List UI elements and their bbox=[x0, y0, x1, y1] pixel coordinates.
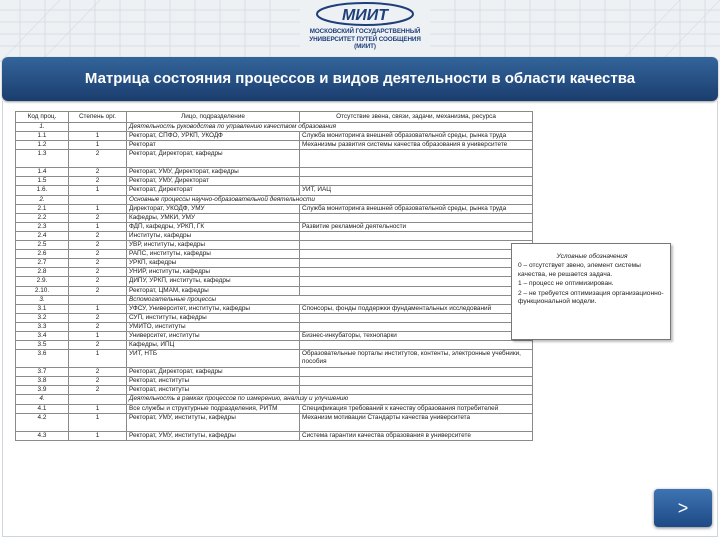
cell-person: Ректорат, УМУ, институты, кафедры bbox=[127, 413, 300, 431]
table-row bbox=[16, 313, 533, 322]
table-row bbox=[16, 304, 533, 313]
cell-level bbox=[69, 195, 127, 204]
cell-level: 2 bbox=[69, 268, 127, 277]
cell-person: Ректорат, Директорат, кафедры bbox=[127, 368, 300, 377]
cell-level: 1 bbox=[69, 413, 127, 431]
cell-level: 1 bbox=[69, 331, 127, 340]
cell-code: 2.1 bbox=[16, 204, 69, 213]
table-row bbox=[16, 177, 533, 186]
table-row bbox=[16, 341, 533, 350]
table-row bbox=[16, 277, 533, 286]
cell-person: Кафедры, УМКИ, УМУ bbox=[127, 213, 300, 222]
table-row bbox=[16, 322, 533, 331]
cell-code: 3.5 bbox=[16, 341, 69, 350]
cell-code: 1.6. bbox=[16, 186, 69, 195]
table-header-row bbox=[16, 112, 533, 123]
header-issue: Отсутствие звена, связи, задачи, механизма, ресурса bbox=[300, 112, 533, 123]
cell-issue: Спецификация требований к качеству образования потребителей bbox=[300, 404, 533, 413]
cell-person: Ректорат, УМУ, институты, кафедры bbox=[127, 431, 300, 440]
header-person: Лицо, подразделение bbox=[127, 112, 300, 123]
cell-code: 2.9. bbox=[16, 277, 69, 286]
logo-caption bbox=[305, 28, 425, 51]
cell-level: 2 bbox=[69, 386, 127, 395]
cell-level: 1 bbox=[69, 141, 127, 150]
cell-issue bbox=[300, 150, 533, 168]
cell-code: 3.4 bbox=[16, 331, 69, 340]
cell-level: 1 bbox=[69, 204, 127, 213]
cell-person: Деятельность в рамках процессов по измерению, анализу и улучшению bbox=[127, 395, 533, 404]
table-body bbox=[16, 123, 533, 441]
cell-issue bbox=[300, 231, 533, 240]
cell-issue bbox=[300, 241, 533, 250]
cell-issue bbox=[300, 177, 533, 186]
cell-issue bbox=[300, 341, 533, 350]
table-row bbox=[16, 431, 533, 440]
table-row bbox=[16, 350, 533, 368]
table-row bbox=[16, 386, 533, 395]
cell-person: ДИПУ, УРКП, институты, кафедры bbox=[127, 277, 300, 286]
cell-level: 2 bbox=[69, 377, 127, 386]
cell-code: 3.1 bbox=[16, 304, 69, 313]
cell-level: 1 bbox=[69, 431, 127, 440]
cell-code: 1.5 bbox=[16, 177, 69, 186]
process-matrix-table bbox=[15, 111, 533, 441]
next-slide-button[interactable]: > bbox=[654, 489, 712, 527]
cell-code: 4.2 bbox=[16, 413, 69, 431]
cell-level: 1 bbox=[69, 350, 127, 368]
table-row bbox=[16, 268, 533, 277]
cell-person: Все службы и структурные подразделения, РИТМ bbox=[127, 404, 300, 413]
logo-mark bbox=[315, 2, 415, 26]
table-row bbox=[16, 213, 533, 222]
table-row bbox=[16, 377, 533, 386]
cell-code: 2.5 bbox=[16, 241, 69, 250]
cell-issue bbox=[300, 313, 533, 322]
cell-level: 1 bbox=[69, 304, 127, 313]
cell-level: 1 bbox=[69, 186, 127, 195]
cell-code: 2.4 bbox=[16, 231, 69, 240]
cell-person: Университет, институты bbox=[127, 331, 300, 340]
table-row bbox=[16, 404, 533, 413]
cell-issue bbox=[300, 168, 533, 177]
header-level: Степень орг. bbox=[69, 112, 127, 123]
cell-code: 3.7 bbox=[16, 368, 69, 377]
table-row bbox=[16, 241, 533, 250]
cell-code: 1.3 bbox=[16, 150, 69, 168]
cell-issue bbox=[300, 368, 533, 377]
section-row bbox=[16, 123, 533, 132]
svg-text:МИИТ: МИИТ bbox=[341, 7, 389, 24]
cell-person: РАПС, институты, кафедры bbox=[127, 250, 300, 259]
cell-code: 4.3 bbox=[16, 431, 69, 440]
cell-issue: Спонсоры, фонды поддержки фундаментальных исследований bbox=[300, 304, 533, 313]
cell-level: 1 bbox=[69, 404, 127, 413]
legend-item: 0 – отсутствует звено, элемент системы качества, не решается задача. bbox=[518, 262, 641, 278]
cell-person: УИТ, НТБ bbox=[127, 350, 300, 368]
cell-issue: Служба мониторинга внешней образовательной среды, рынка труда bbox=[300, 204, 533, 213]
cell-issue bbox=[300, 268, 533, 277]
cell-code: 1.4 bbox=[16, 168, 69, 177]
cell-person: СУП, институты, кафедры bbox=[127, 313, 300, 322]
header-code: Код проц. bbox=[16, 112, 69, 123]
cell-person: Ректорат, ЦМАМ, кафедры bbox=[127, 286, 300, 295]
cell-person: УНИР, институты, кафедры bbox=[127, 268, 300, 277]
table-row bbox=[16, 222, 533, 231]
cell-issue: Служба мониторинга внешней образовательной среды, рынка труда bbox=[300, 132, 533, 141]
table-row bbox=[16, 231, 533, 240]
cell-issue: Бизнес-инкубаторы, технопарки bbox=[300, 331, 533, 340]
cell-code: 3.3 bbox=[16, 322, 69, 331]
cell-person: УРКП, кафедры bbox=[127, 259, 300, 268]
cell-person: УВР, институты, кафедры bbox=[127, 241, 300, 250]
cell-issue: Механизм мотивации Стандарты качества университета bbox=[300, 413, 533, 431]
page-title: Матрица состояния процессов и видов деятельности в области качества bbox=[84, 70, 636, 87]
table-row bbox=[16, 368, 533, 377]
cell-issue bbox=[300, 213, 533, 222]
cell-person: Ректорат, Директорат, кафедры bbox=[127, 150, 300, 168]
cell-level: 2 bbox=[69, 177, 127, 186]
cell-issue bbox=[300, 322, 533, 331]
cell-person: Кафедры, ИПЦ bbox=[127, 341, 300, 350]
cell-level: 2 bbox=[69, 231, 127, 240]
table-row bbox=[16, 168, 533, 177]
cell-level: 2 bbox=[69, 277, 127, 286]
cell-issue: Механизмы развития системы качества образования в университете bbox=[300, 141, 533, 150]
cell-person: Ректорат, УМУ, Директорат bbox=[127, 177, 300, 186]
cell-person: Вспомогательные процессы bbox=[127, 295, 533, 304]
cell-person: УМИТО, институты bbox=[127, 322, 300, 331]
cell-person: ФДП, кафедры, УРКП, ГК bbox=[127, 222, 300, 231]
cell-code: 2.2 bbox=[16, 213, 69, 222]
legend-box bbox=[511, 243, 671, 340]
section-row bbox=[16, 195, 533, 204]
legend-item: 2 – не требуется оптимизация организационно-функциональной модели. bbox=[518, 289, 664, 306]
cell-person: УФСУ, Университет, институты, кафедры bbox=[127, 304, 300, 313]
cell-level: 2 bbox=[69, 341, 127, 350]
title-bar bbox=[2, 57, 718, 101]
cell-person: Институты, кафедры bbox=[127, 231, 300, 240]
cell-person: Основные процессы научно-образовательной деятельности bbox=[127, 195, 533, 204]
cell-level bbox=[69, 295, 127, 304]
cell-level: 2 bbox=[69, 250, 127, 259]
table-row bbox=[16, 259, 533, 268]
cell-person: Ректорат, СПФО, УРКП, УКОДФ bbox=[127, 132, 300, 141]
cell-issue bbox=[300, 259, 533, 268]
cell-level: 2 bbox=[69, 241, 127, 250]
cell-code: 2.8 bbox=[16, 268, 69, 277]
cell-level: 2 bbox=[69, 313, 127, 322]
cell-level bbox=[69, 123, 127, 132]
logo-line: (МИИТ) bbox=[354, 43, 376, 51]
legend-item: 1 – процесс не оптимизирован. bbox=[518, 280, 614, 288]
cell-code: 2.7 bbox=[16, 259, 69, 268]
cell-level: 2 bbox=[69, 213, 127, 222]
table-row bbox=[16, 150, 533, 168]
logo-line: МОСКОВСКИЙ ГОСУДАРСТВЕННЫЙ bbox=[309, 28, 421, 35]
cell-person: Ректорат, Директорат bbox=[127, 186, 300, 195]
cell-issue: Развитие рекламной деятельности bbox=[300, 222, 533, 231]
table-row bbox=[16, 286, 533, 295]
legend-title: Условные обозначения bbox=[556, 253, 628, 260]
cell-code: 3.8 bbox=[16, 377, 69, 386]
cell-issue bbox=[300, 386, 533, 395]
cell-code: 3.9 bbox=[16, 386, 69, 395]
cell-issue bbox=[300, 286, 533, 295]
table-row bbox=[16, 132, 533, 141]
section-row bbox=[16, 295, 533, 304]
cell-code: 2.3 bbox=[16, 222, 69, 231]
cell-level: 1 bbox=[69, 132, 127, 141]
cell-code: 1.2 bbox=[16, 141, 69, 150]
cell-level: 1 bbox=[69, 222, 127, 231]
cell-level bbox=[69, 395, 127, 404]
cell-level: 2 bbox=[69, 150, 127, 168]
cell-level: 2 bbox=[69, 286, 127, 295]
cell-code: 4.1 bbox=[16, 404, 69, 413]
cell-issue bbox=[300, 250, 533, 259]
table-row bbox=[16, 204, 533, 213]
cell-level: 2 bbox=[69, 322, 127, 331]
cell-issue: Система гарантии качества образования в университете bbox=[300, 431, 533, 440]
cell-person: Ректорат, УМУ, Директорат, кафедры bbox=[127, 168, 300, 177]
table-row bbox=[16, 141, 533, 150]
cell-person: Деятельность руководства по управлению качеством образования bbox=[127, 123, 533, 132]
cell-code: 4. bbox=[16, 395, 69, 404]
table-row bbox=[16, 250, 533, 259]
table-row bbox=[16, 186, 533, 195]
table-row bbox=[16, 331, 533, 340]
cell-code: 3. bbox=[16, 295, 69, 304]
cell-person: Ректорат, институты bbox=[127, 386, 300, 395]
cell-issue bbox=[300, 377, 533, 386]
logo-line: УНИВЕРСИТЕТ ПУТЕЙ СООБЩЕНИЯ bbox=[309, 35, 421, 43]
cell-issue: Образовательные порталы институтов, контенты, электронные учебники, пособия bbox=[300, 350, 533, 368]
cell-level: 2 bbox=[69, 168, 127, 177]
cell-issue bbox=[300, 277, 533, 286]
cell-level: 2 bbox=[69, 259, 127, 268]
table-row bbox=[16, 413, 533, 431]
university-logo bbox=[305, 2, 425, 58]
cell-person: Ректорат bbox=[127, 141, 300, 150]
cell-person: Ректорат, институты bbox=[127, 377, 300, 386]
cell-code: 3.6 bbox=[16, 350, 69, 368]
cell-person: Директорат, УКОДФ, УМУ bbox=[127, 204, 300, 213]
cell-code: 2.6 bbox=[16, 250, 69, 259]
cell-code: 1. bbox=[16, 123, 69, 132]
section-row bbox=[16, 395, 533, 404]
cell-code: 1.1 bbox=[16, 132, 69, 141]
cell-code: 3.2 bbox=[16, 313, 69, 322]
cell-code: 2. bbox=[16, 195, 69, 204]
cell-issue: УИТ, ИАЦ bbox=[300, 186, 533, 195]
cell-level: 2 bbox=[69, 368, 127, 377]
cell-code: 2.10. bbox=[16, 286, 69, 295]
